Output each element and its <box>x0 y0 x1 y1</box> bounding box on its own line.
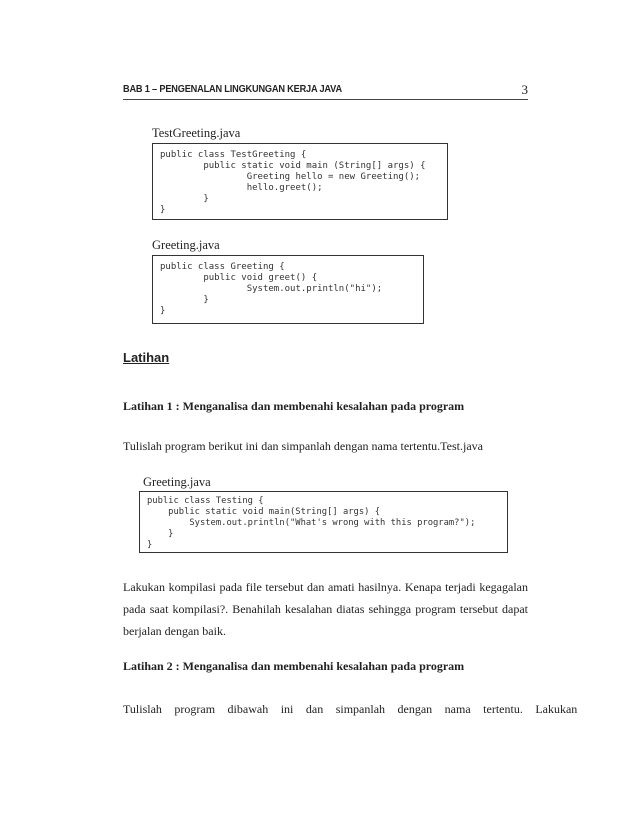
code-content: public class TestGreeting { public static void main (String[] args) { Greeting hello = new Greeting(); hello.greet(); } } <box>160 150 426 215</box>
code-filename-label: Greeting.java <box>152 238 220 252</box>
chapter-title: BAB 1 – PENGENALAN LINGKUNGAN KERJA JAVA <box>123 84 342 95</box>
code-filename-label: TestGreeting.java <box>152 126 241 140</box>
code-filename-label: Greeting.java <box>143 475 211 489</box>
exercise-instruction: Tulislah program dibawah ini dan simpanlah dengan nama tertentu. Lakukan <box>123 702 578 716</box>
code-block <box>139 491 508 553</box>
exercise-heading: Latihan 2 : Menganalisa dan membenahi kesalahan pada program <box>123 659 465 673</box>
code-block <box>152 143 448 220</box>
exercise-instruction: Tulislah program berikut ini dan simpanlah dengan nama tertentu.Test.java <box>123 439 483 453</box>
code-content: public class Testing { public static void main(String[] args) { System.out.println("What's wrong with this program?"); } } <box>147 496 476 550</box>
code-content: public class Greeting { public void greet() { System.out.println("hi"); } } <box>160 262 383 316</box>
exercise-followup-paragraph: Lakukan kompilasi pada file tersebut dan amati hasilnya. Kenapa terjadi kegagalan pada saat kompilasi?. Benahilah kesalahan diatas sehingga program tersebut dapat berjalan dengan baik. <box>123 580 528 638</box>
page-number: 3 <box>521 82 528 97</box>
exercise-heading: Latihan 1 : Menganalisa dan membenahi kesalahan pada program <box>123 399 465 413</box>
page-header <box>123 84 528 100</box>
code-block <box>152 255 424 324</box>
section-heading: Latihan <box>123 350 170 365</box>
